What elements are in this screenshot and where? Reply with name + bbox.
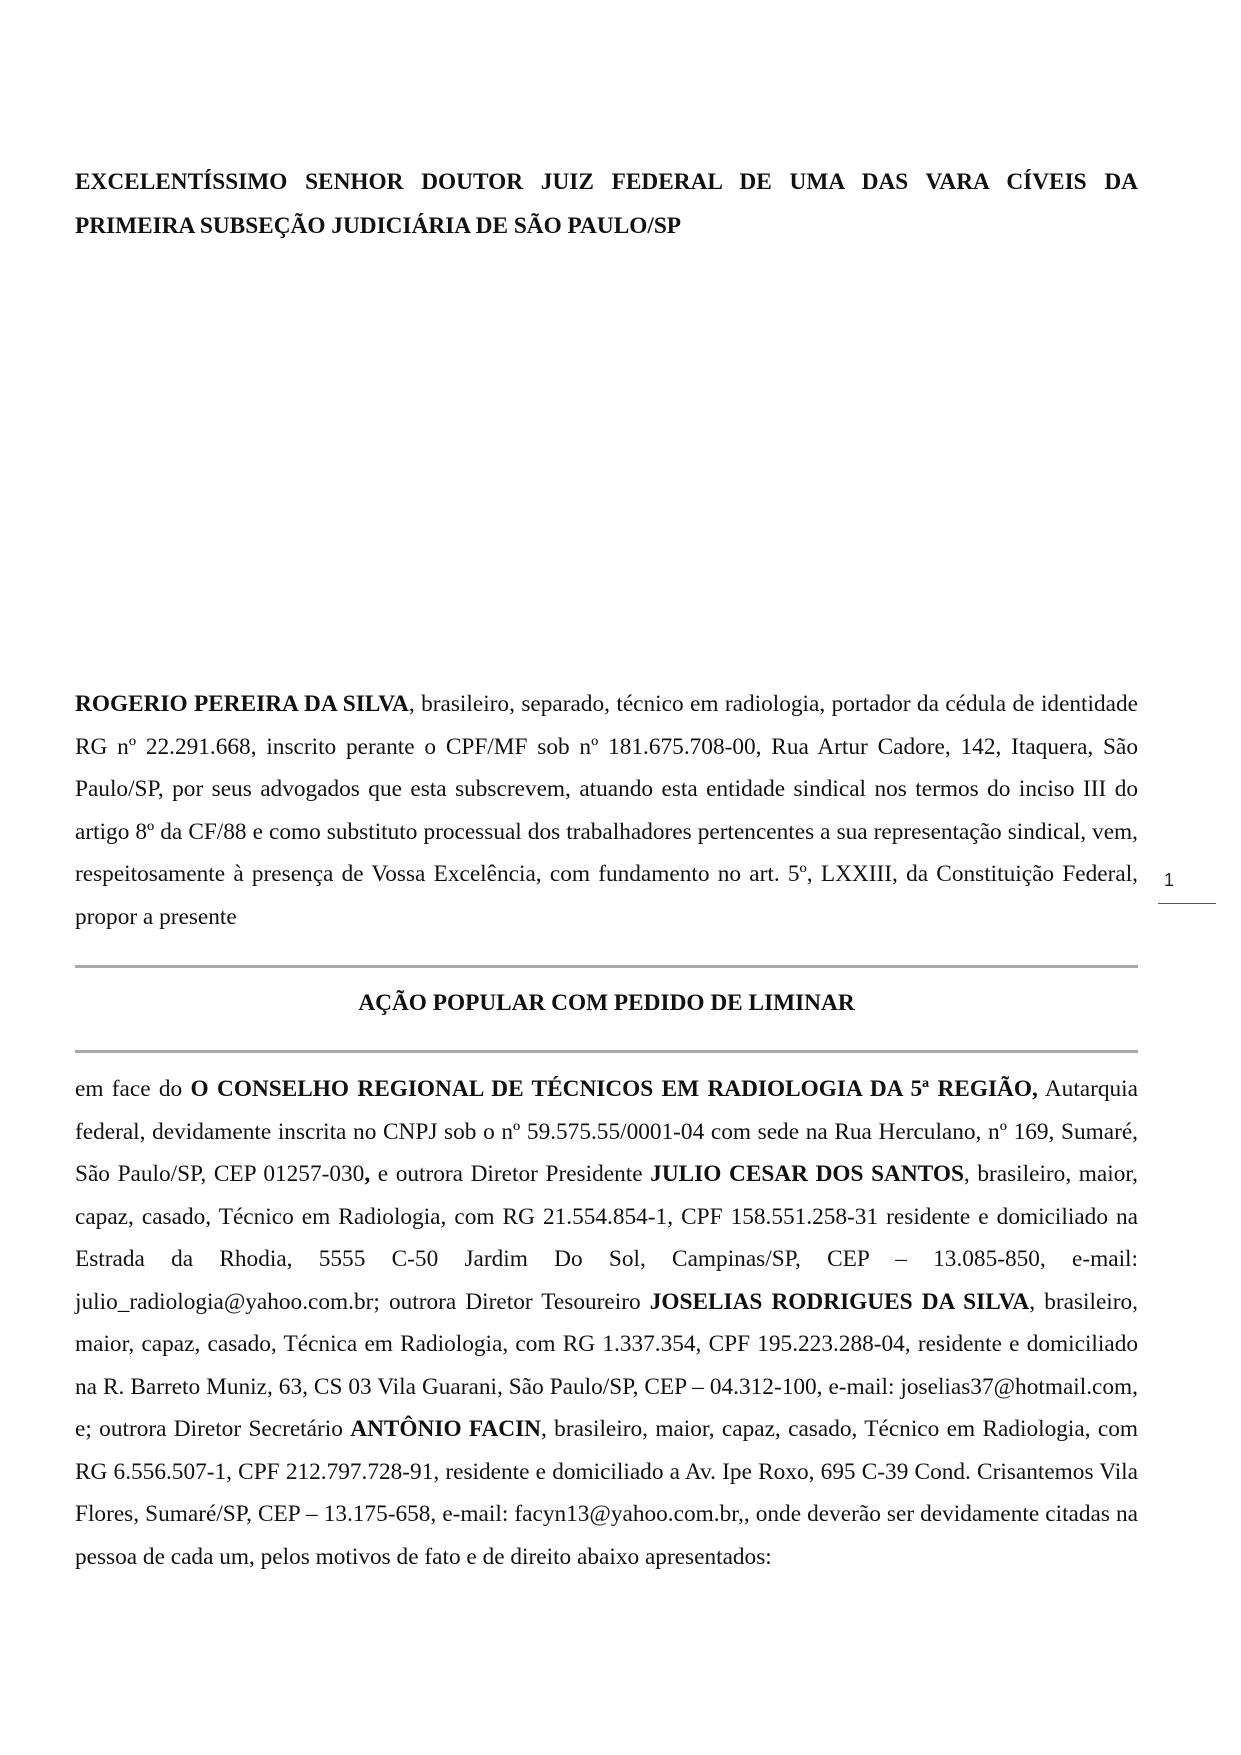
defendants-bold-comma: , [364, 1161, 371, 1187]
defendants-text-1: em face do [75, 1076, 191, 1102]
defendant-secretary-name: ANTÔNIO FACIN [350, 1416, 541, 1442]
plaintiff-name: ROGERIO PEREIRA DA SILVA [75, 691, 409, 717]
plaintiff-qualification: , brasileiro, separado, técnico em radiologia, portador da cédula de identidade RG nº 22.291.668, inscrito perante o CPF/MF sob nº 181.675.708-00, Rua Artur Cadore, 142, Itaquera, São Paulo/SP, por seus advogados que esta subscrevem, atuando esta entidade sindical nos termos do inciso III do artigo 8º da CF/88 e como substituto processual dos trabalhadores pertencentes a sua representação sindical, vem, respeitosamente à presença de Vossa Excelência, com fundamento no art. 5º, LXXIII, da Constituição Federal, propor a presente [75, 691, 1138, 930]
document-heading: EXCELENTÍSSIMO SENHOR DOUTOR JUIZ FEDERAL DE UMA DAS VARA CÍVEIS DA PRIMEIRA SUBSEÇÃO JUDICIÁRIA DE SÃO PAULO/SP [75, 169, 1138, 239]
defendants-text-3: e outrora Diretor Presidente [370, 1161, 651, 1187]
page-number: 1 [1164, 870, 1175, 890]
action-title: AÇÃO POPULAR COM PEDIDO DE LIMINAR [358, 990, 855, 1016]
defendants-text-4: , brasileiro, maior, capaz, casado, Técnico em Radiologia, com RG 21.554.854-1, CPF 158.551.258-31 residente e domiciliado na Estrada da Rhodia, 5555 C-50 Jardim Do Sol, Campinas/SP, CEP – 13.085-850, e-mail: julio_radiologia@yahoo.com.br; outrora Diretor Tesoureiro [75, 1161, 1139, 1315]
page-number-underline [1158, 903, 1216, 904]
plaintiff-paragraph [75, 683, 1138, 938]
defendant-council-name: O CONSELHO REGIONAL DE TÉCNICOS EM RADIOLOGIA DA 5ª REGIÃO, [190, 1076, 1038, 1102]
defendants-text-6: , brasileiro, maior, capaz, casado, Técnico em Radiologia, com RG 6.556.507-1, CPF 212.797.728-91, residente e domiciliado a Av. Ipe Roxo, 695 C-39 Cond. Crisantemos Vila Flores, Sumaré/SP, CEP – 13.175-658, e-mail: facyn13@yahoo.com.br,, onde deverão ser devidamente citadas na pessoa de cada um, pelos motivos de fato e de direito abaixo apresentados: [75, 1416, 1139, 1570]
divider-top [75, 965, 1138, 968]
defendant-treasurer-name: JOSELIAS RODRIGUES DA SILVA [649, 1288, 1030, 1315]
divider-bottom [75, 1050, 1138, 1053]
defendants-paragraph [75, 1068, 1138, 1578]
defendants-text-2: Autarquia federal, devidamente inscrita no CNPJ sob o nº 59.575.55/0001-04 com sede na Rua Herculano, nº 169, Sumaré, São Paulo/SP, CEP 01257-030 [75, 1076, 1138, 1187]
defendant-president-name: JULIO CESAR DOS SANTOS [650, 1161, 964, 1187]
defendants-text-5: , brasileiro, maior, capaz, casado, Técnica em Radiologia, com RG 1.337.354, CPF 195.223.288-04, residente e domiciliado na R. Barreto Muniz, 63, CS 03 Vila Guarani, São Paulo/SP, CEP – 04.312-100, e-mail: joselias37@hotmail.com, e; outrora Diretor Secretário [75, 1288, 1138, 1442]
